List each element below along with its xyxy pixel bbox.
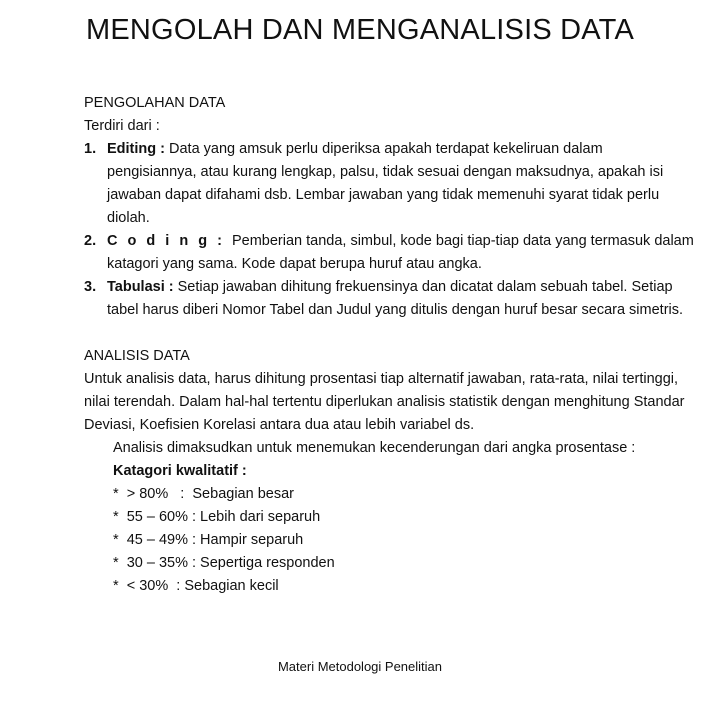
list-number: 2. xyxy=(84,233,97,249)
list-label: C o d i n g : xyxy=(107,233,232,249)
page-title: MENGOLAH DAN MENGANALISIS DATA xyxy=(86,14,634,46)
analisis-heading: ANALISIS DATA xyxy=(84,348,190,364)
kategori-item: * > 80% : Sebagian besar xyxy=(113,486,294,502)
list-text: Setiap jawaban dihitung frekuensinya dan dicatat dalam sebuah tabel. Setiap tabel harus diberi Nomor Tabel dan Judul yang ditulis dengan huruf besar secara simetris. xyxy=(107,279,684,318)
kategori-heading: Katagori kwalitatif : xyxy=(113,463,247,479)
list-item-tabulasi xyxy=(84,276,694,322)
list-text: Data yang amsuk perlu diperiksa apakah terdapat kekeliruan dalam pengisiannya, atau kurang lengkap, palsu, tidak sesuai dengan maksudnya, apakah isi jawaban dapat difahami dsb. Lembar jawaban yang tidak memenuhi syarat tidak perlu diolah. xyxy=(107,141,664,226)
kategori-item: * 30 – 35% : Sepertiga responden xyxy=(113,555,335,571)
pengolahan-intro: Terdiri dari : xyxy=(84,118,160,134)
list-label: Tabulasi : xyxy=(107,279,178,295)
footer-text: Materi Metodologi Penelitian xyxy=(277,659,443,674)
list-item-coding xyxy=(84,230,694,276)
list-text: Pemberian tanda, simbul, kode bagi tiap-tiap data yang termasuk dalam katagori yang sama. Kode dapat berupa huruf atau angka. xyxy=(107,233,694,272)
document-body xyxy=(84,92,694,598)
kategori-item: * < 30% : Sebagian kecil xyxy=(113,578,279,594)
analisis-purpose: Analisis dimaksudkan untuk menemukan kecenderungan dari angka prosentase : xyxy=(113,440,636,456)
list-item-editing xyxy=(84,138,694,230)
spacer xyxy=(84,322,694,345)
list-number: 1. xyxy=(84,141,97,157)
analisis-paragraph: Untuk analisis data, harus dihitung prosentasi tiap alternatif jawaban, rata-rata, nilai tertinggi, nilai terendah. Dalam hal-hal tertentu diperlukan analisis statistik dengan menghitung Standar Deviasi, Koefisien Korelasi antara dua atau lebih variabel ds. xyxy=(84,371,685,433)
kategori-item: * 55 – 60% : Lebih dari separuh xyxy=(113,509,321,525)
kategori-item: * 45 – 49% : Hampir separuh xyxy=(113,532,304,548)
list-number: 3. xyxy=(84,279,97,295)
pengolahan-heading: PENGOLAHAN DATA xyxy=(84,95,226,111)
list-label: Editing : xyxy=(107,141,170,157)
